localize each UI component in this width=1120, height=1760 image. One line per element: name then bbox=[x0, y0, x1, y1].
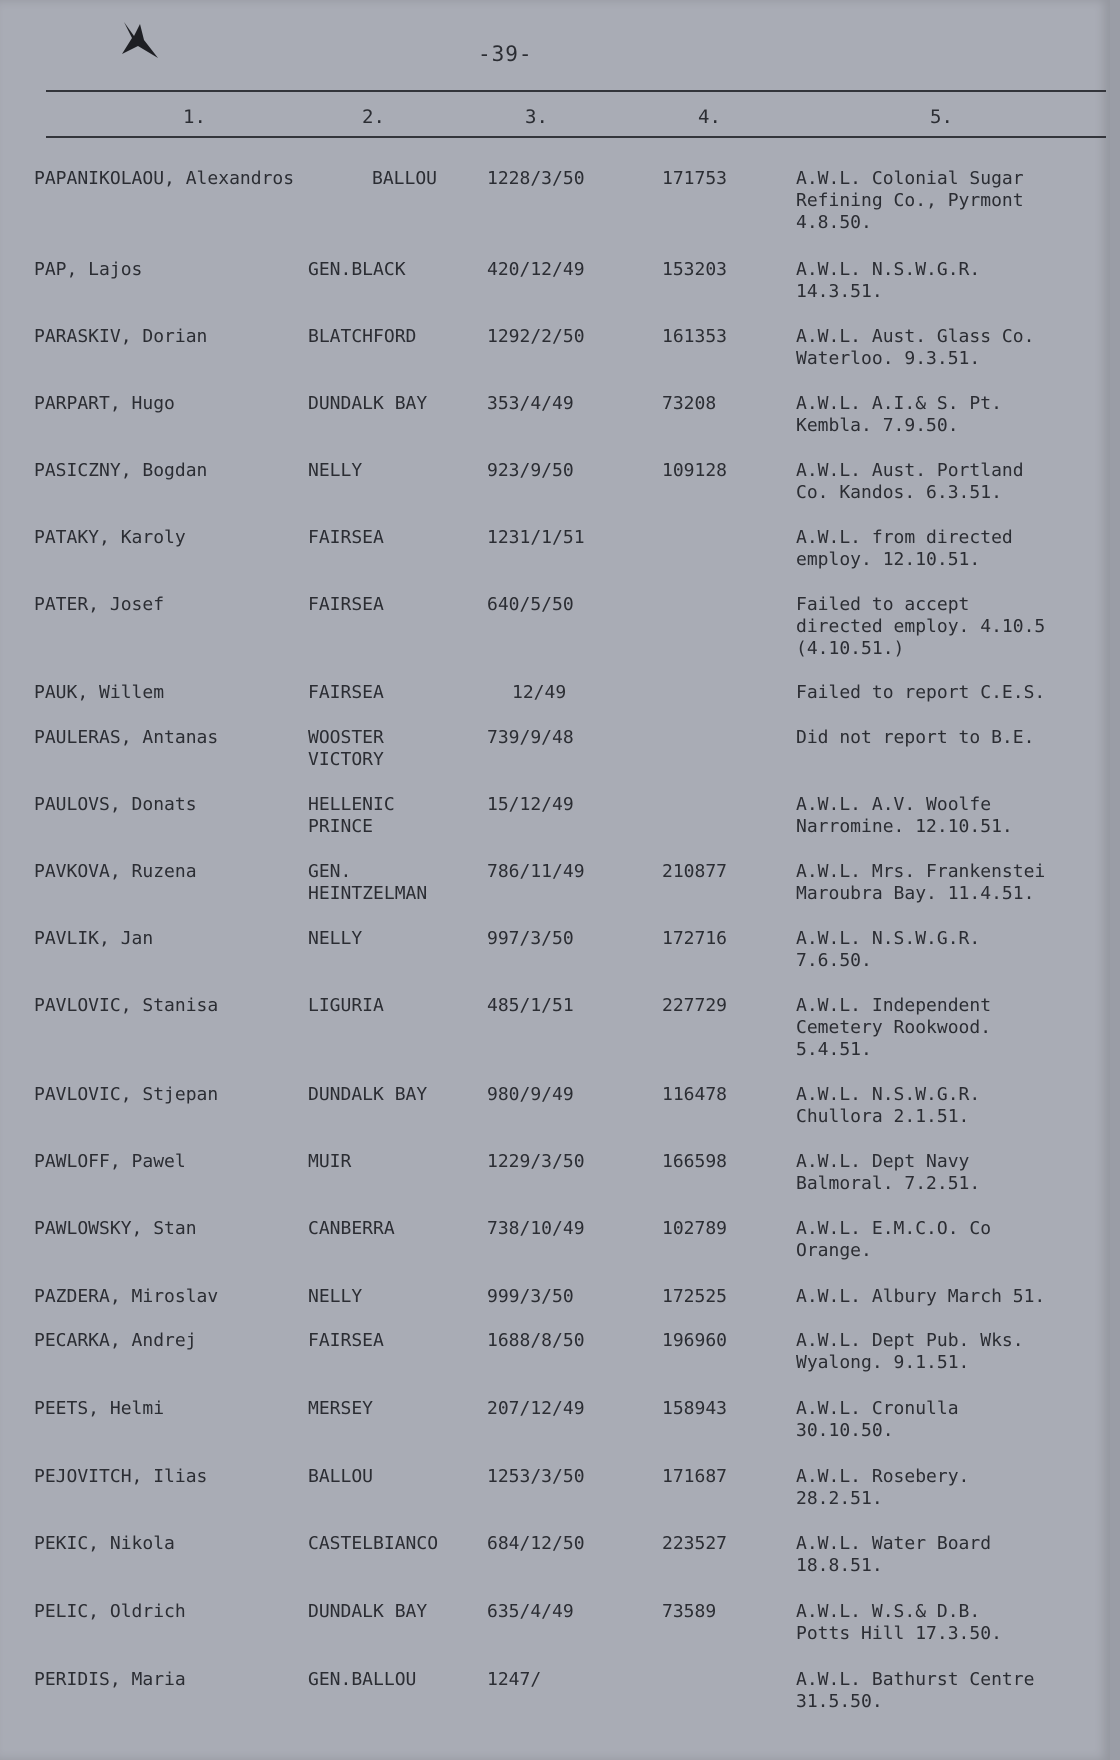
row-ship: BALLOU bbox=[308, 1466, 374, 1487]
row-name: PEETS, Helmi bbox=[34, 1398, 165, 1419]
row-remarks: A.W.L. Cronulla 30.10.50. bbox=[796, 1398, 959, 1441]
row-ref: 684/12/50 bbox=[487, 1533, 585, 1554]
row-name: PAWLOFF, Pawel bbox=[34, 1151, 186, 1172]
row-name: PAWLOWSKY, Stan bbox=[34, 1218, 197, 1239]
row-ref: 1247/ bbox=[487, 1669, 542, 1690]
row-remarks: A.W.L. A.V. Woolfe Narromine. 12.10.51. bbox=[796, 794, 1013, 837]
row-ref: 739/9/48 bbox=[487, 727, 574, 748]
row-ship: WOOSTER VICTORY bbox=[308, 727, 384, 770]
row-number: 73208 bbox=[662, 393, 717, 414]
row-name: PAVKOVA, Ruzena bbox=[34, 861, 197, 882]
row-ship: GEN. HEINTZELMAN bbox=[308, 861, 428, 904]
row-number: 166598 bbox=[662, 1151, 728, 1172]
row-name: PEJOVITCH, Ilias bbox=[34, 1466, 208, 1487]
row-name: PAVLIK, Jan bbox=[34, 928, 154, 949]
row-name: PECARKA, Andrej bbox=[34, 1330, 197, 1351]
row-ref: 1231/1/51 bbox=[487, 527, 585, 548]
row-ref: 1228/3/50 bbox=[487, 168, 585, 189]
row-remarks: A.W.L. Dept Pub. Wks. Wyalong. 9.1.51. bbox=[796, 1330, 1024, 1373]
row-ref: 1292/2/50 bbox=[487, 326, 585, 347]
row-ship: FAIRSEA bbox=[308, 1330, 384, 1351]
row-ship: CANBERRA bbox=[308, 1218, 395, 1239]
row-ship: NELLY bbox=[308, 928, 363, 949]
row-name: PAVLOVIC, Stanisa bbox=[34, 995, 219, 1016]
row-ship: CASTELBIANCO bbox=[308, 1533, 439, 1554]
row-name: PEKIC, Nikola bbox=[34, 1533, 175, 1554]
row-remarks: A.W.L. N.S.W.G.R. Chullora 2.1.51. bbox=[796, 1084, 981, 1127]
column-header-2: 2. bbox=[362, 106, 385, 128]
ink-mark-icon bbox=[118, 18, 164, 68]
row-name: PAUK, Willem bbox=[34, 682, 165, 703]
row-number: 227729 bbox=[662, 995, 728, 1016]
row-remarks: A.W.L. N.S.W.G.R. 14.3.51. bbox=[796, 259, 981, 302]
row-number: 171753 bbox=[662, 168, 728, 189]
row-ref: 420/12/49 bbox=[487, 259, 585, 280]
row-ship: BALLOU bbox=[372, 168, 438, 189]
row-remarks: A.W.L. Aust. Portland Co. Kandos. 6.3.51. bbox=[796, 460, 1024, 503]
row-remarks: A.W.L. from directed employ. 12.10.51. bbox=[796, 527, 1013, 570]
row-ref: 786/11/49 bbox=[487, 861, 585, 882]
row-number: 172525 bbox=[662, 1286, 728, 1307]
row-number: 161353 bbox=[662, 326, 728, 347]
row-remarks: Failed to accept directed employ. 4.10.5 (4.10.51.) bbox=[796, 594, 1046, 659]
column-header-4: 4. bbox=[698, 106, 721, 128]
row-name: PAULOVS, Donats bbox=[34, 794, 197, 815]
row-name: PAZDERA, Miroslav bbox=[34, 1286, 219, 1307]
column-header-1: 1. bbox=[183, 106, 206, 128]
row-ship: NELLY bbox=[308, 460, 363, 481]
row-remarks: A.W.L. Independent Cemetery Rookwood. 5.4.51. bbox=[796, 995, 992, 1060]
row-ship: FAIRSEA bbox=[308, 682, 384, 703]
row-number: 109128 bbox=[662, 460, 728, 481]
row-name: PERIDIS, Maria bbox=[34, 1669, 186, 1690]
row-name: PAP, Lajos bbox=[34, 259, 143, 280]
row-ref: 207/12/49 bbox=[487, 1398, 585, 1419]
row-number: 223527 bbox=[662, 1533, 728, 1554]
row-number: 210877 bbox=[662, 861, 728, 882]
row-remarks: A.W.L. Bathurst Centre 31.5.50. bbox=[796, 1669, 1035, 1712]
row-ref: 485/1/51 bbox=[487, 995, 574, 1016]
row-name: PAPANIKOLAOU, Alexandros bbox=[34, 168, 295, 189]
row-name: PARPART, Hugo bbox=[34, 393, 175, 414]
row-name: PASICZNY, Bogdan bbox=[34, 460, 208, 481]
row-ref: 1688/8/50 bbox=[487, 1330, 585, 1351]
column-header-3: 3. bbox=[525, 106, 548, 128]
row-remarks: A.W.L. Mrs. Frankenstei Maroubra Bay. 11.4.51. bbox=[796, 861, 1046, 904]
row-remarks: Did not report to B.E. bbox=[796, 727, 1035, 748]
row-number: 116478 bbox=[662, 1084, 728, 1105]
row-remarks: A.W.L. Aust. Glass Co. Waterloo. 9.3.51. bbox=[796, 326, 1035, 369]
row-number: 158943 bbox=[662, 1398, 728, 1419]
row-ship: LIGURIA bbox=[308, 995, 384, 1016]
row-number: 153203 bbox=[662, 259, 728, 280]
row-ref: 12/49 bbox=[512, 682, 567, 703]
row-name: PATAKY, Karoly bbox=[34, 527, 186, 548]
row-number: 172716 bbox=[662, 928, 728, 949]
header-rule-bottom bbox=[46, 136, 1106, 138]
row-remarks: A.W.L. Albury March 51. bbox=[796, 1286, 1046, 1307]
row-ship: NELLY bbox=[308, 1286, 363, 1307]
row-name: PAULERAS, Antanas bbox=[34, 727, 219, 748]
row-number: 73589 bbox=[662, 1601, 717, 1622]
row-ship: GEN.BLACK bbox=[308, 259, 406, 280]
row-ref: 15/12/49 bbox=[487, 794, 574, 815]
row-ship: MUIR bbox=[308, 1151, 352, 1172]
row-ref: 738/10/49 bbox=[487, 1218, 585, 1239]
row-ref: 980/9/49 bbox=[487, 1084, 574, 1105]
row-ref: 999/3/50 bbox=[487, 1286, 574, 1307]
row-ship: BLATCHFORD bbox=[308, 326, 417, 347]
row-remarks: A.W.L. Water Board 18.8.51. bbox=[796, 1533, 992, 1576]
row-remarks: A.W.L. Colonial Sugar Refining Co., Pyrmont 4.8.50. bbox=[796, 168, 1024, 233]
row-remarks: A.W.L. E.M.C.O. Co Orange. bbox=[796, 1218, 992, 1261]
row-number: 196960 bbox=[662, 1330, 728, 1351]
row-ship: DUNDALK BAY bbox=[308, 1601, 428, 1622]
row-remarks: A.W.L. W.S.& D.B. Potts Hill 17.3.50. bbox=[796, 1601, 1002, 1644]
row-ship: GEN.BALLOU bbox=[308, 1669, 417, 1690]
row-ship: DUNDALK BAY bbox=[308, 1084, 428, 1105]
row-number: 102789 bbox=[662, 1218, 728, 1239]
row-remarks: A.W.L. A.I.& S. Pt. Kembla. 7.9.50. bbox=[796, 393, 1002, 436]
row-name: PARASKIV, Dorian bbox=[34, 326, 208, 347]
row-ship: FAIRSEA bbox=[308, 594, 384, 615]
row-ref: 1253/3/50 bbox=[487, 1466, 585, 1487]
column-header-5: 5. bbox=[930, 106, 953, 128]
row-ship: FAIRSEA bbox=[308, 527, 384, 548]
page-number: -39- bbox=[478, 42, 533, 66]
row-ship: MERSEY bbox=[308, 1398, 374, 1419]
row-name: PATER, Josef bbox=[34, 594, 165, 615]
row-ref: 923/9/50 bbox=[487, 460, 574, 481]
row-name: PELIC, Oldrich bbox=[34, 1601, 186, 1622]
row-name: PAVLOVIC, Stjepan bbox=[34, 1084, 219, 1105]
row-ref: 997/3/50 bbox=[487, 928, 574, 949]
row-ship: DUNDALK BAY bbox=[308, 393, 428, 414]
row-ref: 1229/3/50 bbox=[487, 1151, 585, 1172]
row-number: 171687 bbox=[662, 1466, 728, 1487]
row-remarks: A.W.L. N.S.W.G.R. 7.6.50. bbox=[796, 928, 981, 971]
row-ref: 640/5/50 bbox=[487, 594, 574, 615]
row-remarks: A.W.L. Rosebery. 28.2.51. bbox=[796, 1466, 970, 1509]
header-rule-top bbox=[46, 90, 1106, 92]
row-ship: HELLENIC PRINCE bbox=[308, 794, 395, 837]
row-remarks: A.W.L. Dept Navy Balmoral. 7.2.51. bbox=[796, 1151, 981, 1194]
row-ref: 353/4/49 bbox=[487, 393, 574, 414]
row-remarks: Failed to report C.E.S. bbox=[796, 682, 1046, 703]
row-ref: 635/4/49 bbox=[487, 1601, 574, 1622]
